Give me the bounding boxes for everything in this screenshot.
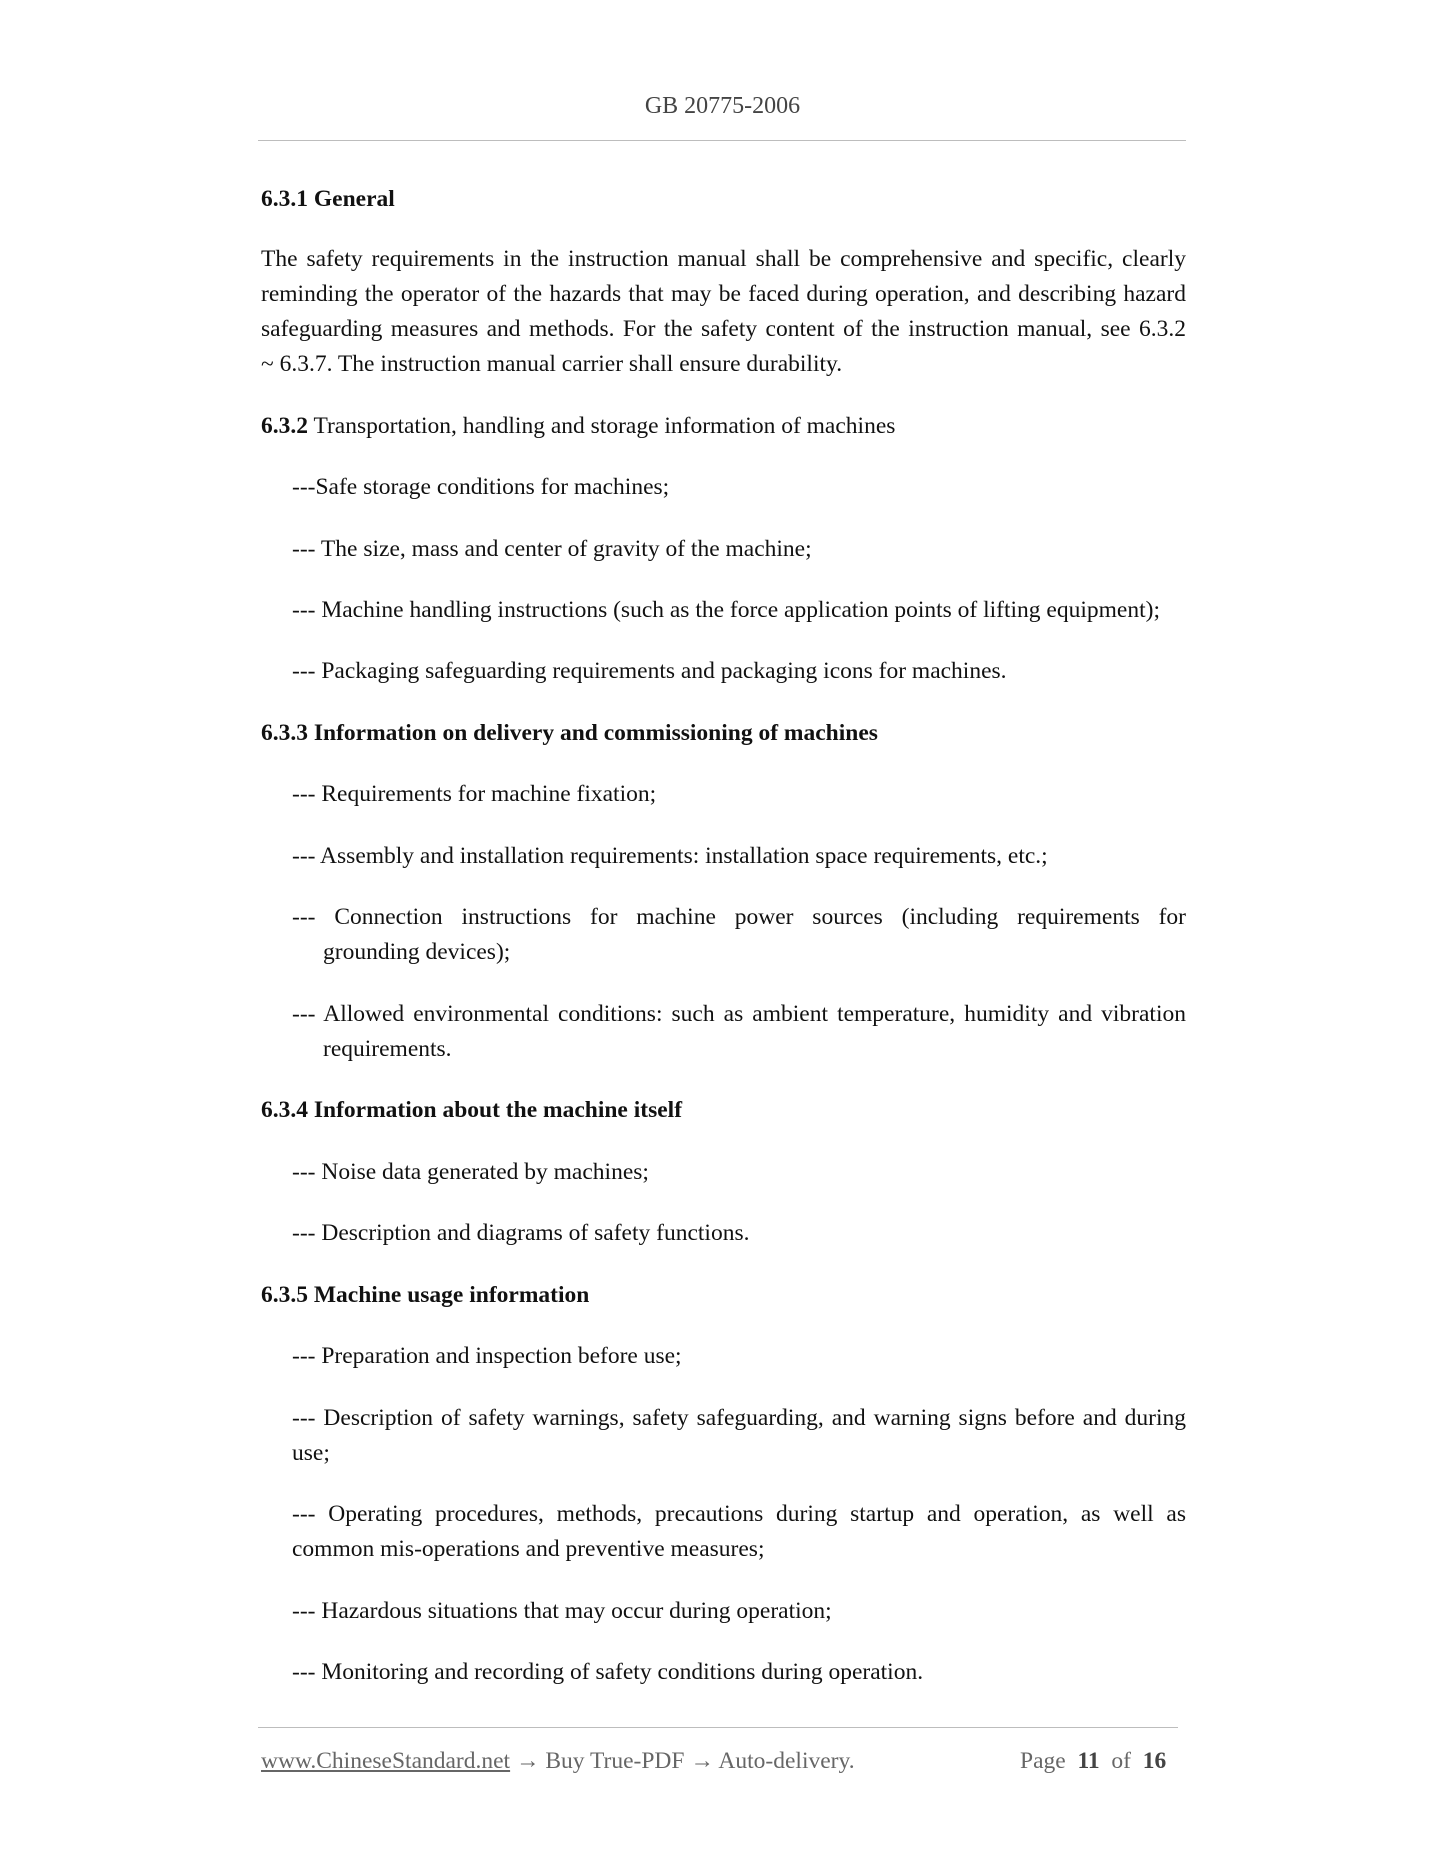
arrow-right-icon: → <box>690 1748 714 1774</box>
page-header-title: GB 20775-2006 <box>644 93 801 119</box>
list-item: --- Allowed environmental conditions: such as ambient temperature, humidity and vibration <box>292 1001 1186 1027</box>
list-item: --- Preparation and inspection before use; <box>292 1343 682 1369</box>
paragraph-line: The safety requirements in the instruction manual shall be comprehensive and specific, clearly <box>261 246 1186 272</box>
list-item: --- Requirements for machine fixation; <box>292 781 657 807</box>
auto-delivery-text: Auto-delivery. <box>718 1748 855 1774</box>
footer-divider <box>258 1727 1178 1728</box>
list-item: --- Assembly and installation requirements: installation space requirements, etc.; <box>292 843 1048 869</box>
header-divider <box>258 140 1186 141</box>
paragraph-line: reminding the operator of the hazards that may be faced during operation, and describing hazard <box>261 281 1186 307</box>
list-item: --- Packaging safeguarding requirements and packaging icons for machines. <box>292 658 1007 684</box>
list-item: --- Machine handling instructions (such as the force application points of lifting equipment); <box>292 597 1160 623</box>
section-heading-6-3-5: 6.3.5 Machine usage information <box>261 1282 590 1308</box>
list-item-continuation: requirements. <box>323 1036 452 1062</box>
list-item-continuation: common mis-operations and preventive measures; <box>292 1536 765 1562</box>
section-heading-6-3-1: 6.3.1 General <box>261 186 395 212</box>
website-link[interactable]: www.ChineseStandard.net <box>261 1748 511 1774</box>
list-item: --- Hazardous situations that may occur during operation; <box>292 1598 832 1624</box>
page-number: 11 <box>1077 1748 1100 1774</box>
arrow-right-icon: → <box>515 1748 540 1774</box>
section-heading-6-3-2 <box>261 409 895 444</box>
list-item: --- Operating procedures, methods, precautions during startup and operation, as well as <box>292 1501 1186 1527</box>
buy-true-pdf-text: Buy True-PDF <box>545 1748 685 1774</box>
page-label: Page <box>1020 1748 1066 1774</box>
page-indicator <box>1020 1744 1166 1779</box>
total-pages: 16 <box>1142 1748 1167 1774</box>
list-item: --- Description and diagrams of safety functions. <box>292 1220 750 1246</box>
list-item: --- Monitoring and recording of safety conditions during operation. <box>292 1659 924 1685</box>
of-label: of <box>1111 1748 1131 1774</box>
section-title: Transportation, handling and storage information of machines <box>308 413 896 439</box>
list-item: --- Connection instructions for machine power sources (including requirements for <box>292 904 1186 930</box>
list-item: ---Safe storage conditions for machines; <box>292 474 670 500</box>
section-heading-6-3-3: 6.3.3 Information on delivery and commissioning of machines <box>261 720 878 746</box>
footer-promo <box>261 1744 855 1779</box>
list-item: --- Noise data generated by machines; <box>292 1159 649 1185</box>
list-item-continuation: use; <box>292 1440 330 1466</box>
paragraph-line: ~ 6.3.7. The instruction manual carrier shall ensure durability. <box>261 351 843 377</box>
section-number: 6.3.2 <box>261 413 308 439</box>
list-item: --- The size, mass and center of gravity of the machine; <box>292 536 812 562</box>
paragraph-line: safeguarding measures and methods. For the safety content of the instruction manual, see 6.3.2 <box>261 316 1186 342</box>
list-item: --- Description of safety warnings, safety safeguarding, and warning signs before and during <box>292 1405 1186 1431</box>
section-heading-6-3-4: 6.3.4 Information about the machine itself <box>261 1097 683 1123</box>
list-item-continuation: grounding devices); <box>323 939 511 965</box>
